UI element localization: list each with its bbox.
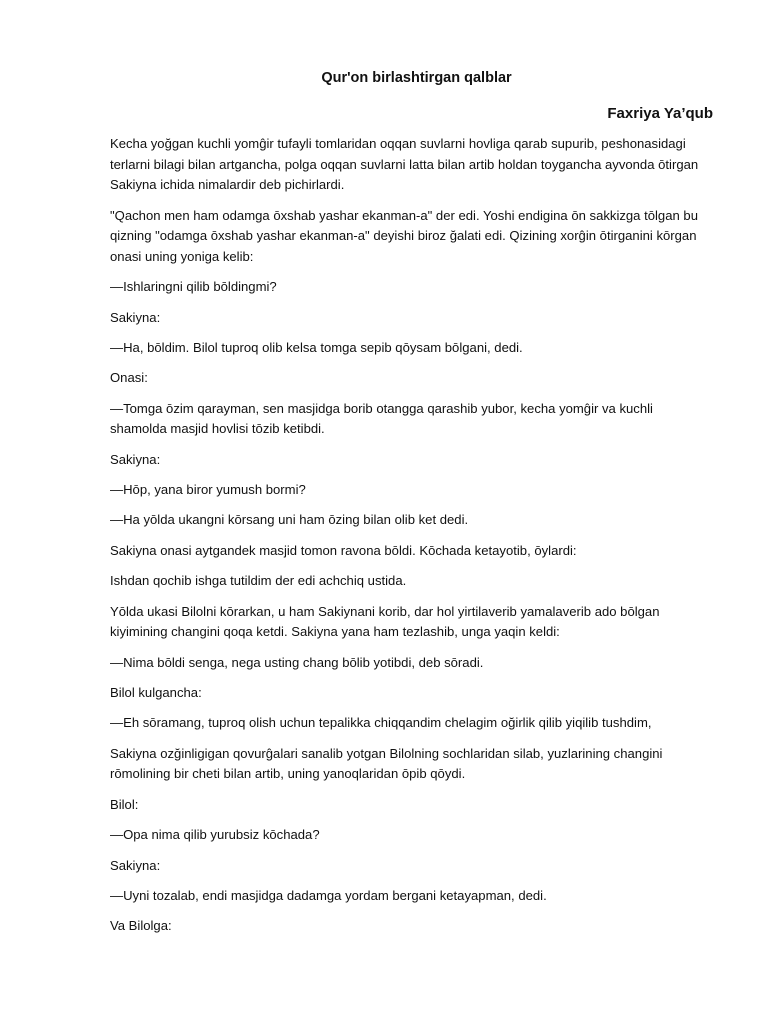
- paragraph: —Tomga ōzim qarayman, sen masjidga borib otangga qarashib yubor, kecha yomĝir va kuchli shamolda masjid hovlisi tōzib ketibdi.: [110, 400, 653, 437]
- paragraph: Yōlda ukasi Bilolni kōrarkan, u ham Sakiynani korib, dar hol yirtilaverib yamalaverib ado bōlgan kiyimining changini qoqa ketdi. Sakiyna yana ham tezlashib, unga yaqin keldi:: [110, 603, 660, 640]
- document-title: Qur'on birlashtirgan qalblar: [321, 70, 512, 86]
- paragraph: —Nima bōldi senga, nega usting chang bōlib yotibdi, deb sōradi.: [110, 654, 484, 670]
- document-author: Faxriya Ya’qub: [607, 105, 713, 122]
- paragraph: —Uyni tozalab, endi masjidga dadamga yordam bergani ketayapman, dedi.: [110, 887, 547, 903]
- paragraph: Kecha yoğgan kuchli yomĝir tufayli tomlaridan oqqan suvlarni hovliga qarab supurib, peshonasidagi terlarni bilagi bilan artgancha, polga oqqan suvlarni latta bilan artib holdan toygancha ayvonda ōtirgan Sakiyna ichida nimalardir deb pichirlardi.: [110, 136, 699, 193]
- paragraph: Onasi:: [110, 370, 148, 386]
- document-body: [110, 134, 713, 937]
- paragraph: Ishdan qochib ishga tutildim der edi achchiq ustida.: [110, 573, 407, 589]
- paragraph: Sakiyna:: [110, 309, 161, 325]
- paragraph: —Ishlaringni qilib bōldingmi?: [110, 279, 277, 295]
- paragraph: Bilol kulgancha:: [110, 685, 202, 701]
- paragraph: Sakiyna:: [110, 857, 161, 873]
- paragraph: Bilol:: [110, 796, 139, 812]
- paragraph: —Hōp, yana biror yumush bormi?: [110, 482, 306, 498]
- paragraph: Sakiyna:: [110, 451, 161, 467]
- paragraph: Sakiyna onasi aytgandek masjid tomon ravona bōldi. Kōchada ketayotib, ōylardi:: [110, 542, 577, 558]
- paragraph: Va Bilolga:: [110, 918, 172, 934]
- paragraph: "Qachon men ham odamga ōxshab yashar ekanman-a" der edi. Yoshi endigina ōn sakkizga tōlgan bu qizning "odamga ōxshab yashar ekanman-a" deyishi biroz ğalati edi. Qizining xorĝin ōtirganini kōrgan onasi uning yoniga kelib:: [110, 207, 698, 264]
- paragraph: Sakiyna ozğinligigan qovurĝalari sanalib yotgan Bilolning sochlaridan silab, yuzlarining changini rōmolining bir cheti bilan artib, uning yanoqlaridan ōpib qōydi.: [110, 745, 663, 782]
- paragraph: —Opa nima qilib yurubsiz kōchada?: [110, 827, 320, 843]
- paragraph: —Ha yōlda ukangni kōrsang uni ham ōzing bilan olib ket dedi.: [110, 512, 469, 528]
- paragraph: —Eh sōramang, tuproq olish uchun tepalikka chiqqandim chelagim oğirlik qilib yiqilib tushdim,: [110, 715, 652, 731]
- paragraph: —Ha, bōldim. Bilol tuproq olib kelsa tomga sepib qōysam bōlgani, dedi.: [110, 339, 523, 355]
